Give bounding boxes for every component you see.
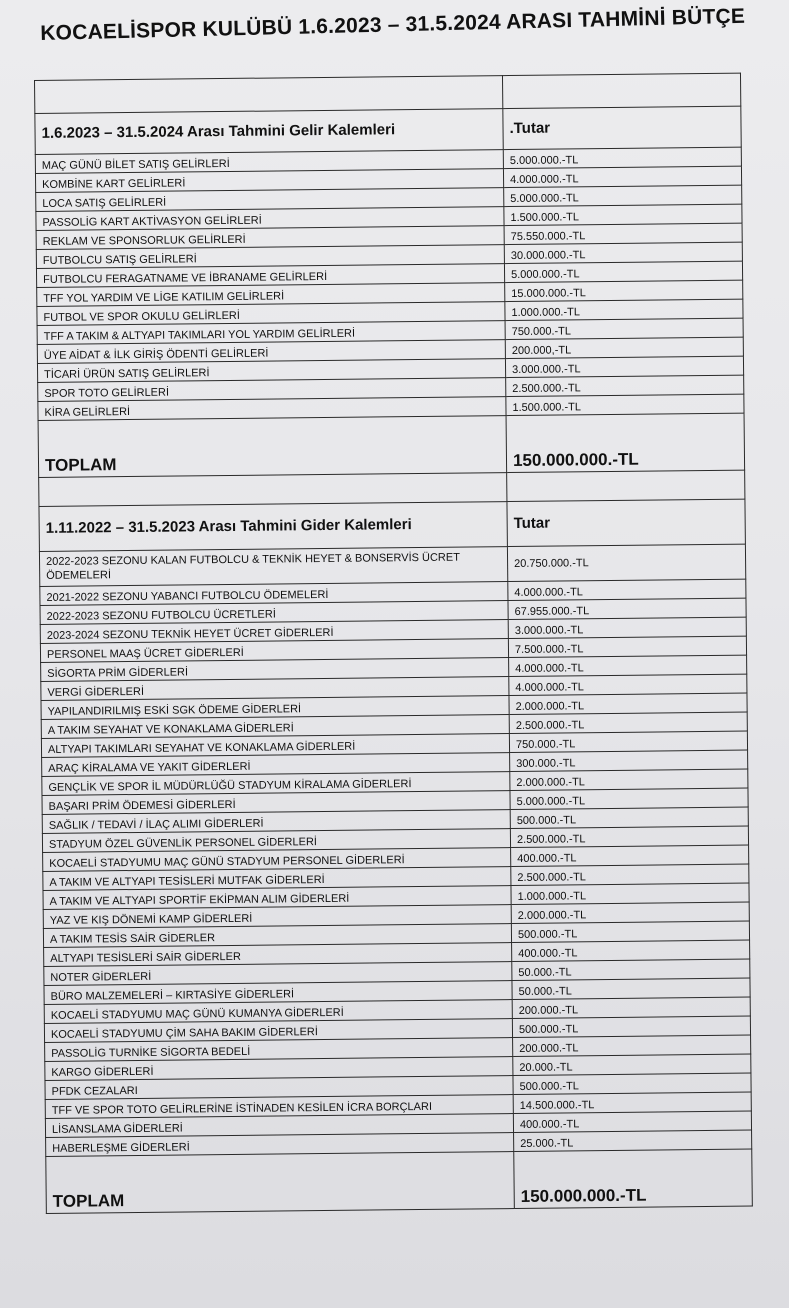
income-header: 1.6.2023 – 31.5.2024 Arası Tahmini Gelir Kalemleri [35, 109, 503, 155]
item-label: MAÇ GÜNÜ BİLET SATIŞ GELİRLERİ [35, 150, 503, 174]
item-label: REKLAM VE SPONSORLUK GELİRLERİ [36, 226, 504, 250]
item-label: FUTBOLCU SATIŞ GELİRLERİ [36, 245, 504, 269]
item-label: SPOR TOTO GELİRLERİ [38, 378, 506, 402]
item-label: 2022-2023 SEZONU KALAN FUTBOLCU & TEKNİK HEYET & BONSERVİS ÜCRET ÖDEMELERİ [39, 547, 507, 587]
item-label: A TAKIM VE ALTYAPI SPORTİF EKİPMAN ALIM GİDERLERİ [43, 886, 511, 910]
item-label: BAŞARI PRİM ÖDEMESİ GİDERLERİ [42, 791, 510, 815]
item-label: HABERLEŞME GİDERLERİ [46, 1133, 514, 1157]
item-amount: 1.000.000.-TL [505, 299, 743, 320]
item-amount: 2.000.000.-TL [509, 693, 747, 714]
item-amount: 2.000.000.-TL [511, 902, 749, 923]
item-label: KOCAELİ STADYUMU MAÇ GÜNÜ STADYUM PERSONEL GİDERLERİ [43, 848, 511, 872]
item-label: FUTBOL VE SPOR OKULU GELİRLERİ [37, 302, 505, 326]
item-amount: 750.000.-TL [505, 318, 743, 339]
item-label: PERSONEL MAAŞ ÜCRET GİDERLERİ [40, 639, 508, 663]
item-label: LOCA SATIŞ GELİRLERİ [36, 188, 504, 212]
item-amount: 5.000.000.-TL [504, 261, 742, 282]
item-amount: 75.550.000.-TL [504, 223, 742, 244]
item-label: A TAKIM SEYAHAT VE KONAKLAMA GİDERLERİ [41, 715, 509, 739]
item-label: ÜYE AİDAT & İLK GİRİŞ ÖDENTİ GELİRLERİ [37, 340, 505, 364]
item-label: KOMBİNE KART GELİRLERİ [35, 169, 503, 193]
item-label: TFF A TAKIM & ALTYAPI TAKIMLARI YOL YARDIM GELİRLERİ [37, 321, 505, 345]
item-label: PASSOLİG KART AKTİVASYON GELİRLERİ [36, 207, 504, 231]
item-amount: 50.000.-TL [512, 978, 750, 999]
item-amount: 400.000.-TL [513, 1111, 751, 1132]
item-label: TİCARİ ÜRÜN SATIŞ GELİRLERİ [37, 359, 505, 383]
item-amount: 300.000.-TL [510, 750, 748, 771]
item-amount: 20.750.000.-TL [507, 544, 745, 581]
item-label: KİRA GELİRLERİ [38, 397, 506, 421]
item-amount: 5.000.000.-TL [503, 147, 741, 168]
item-label: 2023-2024 SEZONU TEKNİK HEYET ÜCRET GİDERLERİ [40, 620, 508, 644]
income-total-row [38, 413, 745, 477]
item-amount: 400.000.-TL [512, 940, 750, 961]
income-total-row-label: TOPLAM [38, 416, 507, 478]
item-amount: 500.000.-TL [513, 1073, 751, 1094]
item-label: ALTYAPI TESİSLERİ SAİR GİDERLER [44, 943, 512, 967]
item-amount: 5.000.000.-TL [510, 788, 748, 809]
item-amount: 2.500.000.-TL [509, 712, 747, 733]
item-amount: 4.000.000.-TL [509, 655, 747, 676]
item-amount: 2.000.000.-TL [510, 769, 748, 790]
budget-table-body [35, 73, 753, 1213]
item-amount: 3.000.000.-TL [505, 356, 743, 377]
expense-total-row-label: TOPLAM [46, 1152, 515, 1214]
item-amount: 1.500.000.-TL [506, 394, 744, 415]
item-label: 2021-2022 SEZONU YABANCI FUTBOLCU ÖDEMELERİ [40, 582, 508, 606]
item-amount: 67.955.000.-TL [508, 598, 746, 619]
item-label: STADYUM ÖZEL GÜVENLİK PERSONEL GİDERLERİ [42, 829, 510, 853]
item-amount: 4.000.000.-TL [503, 166, 741, 187]
item-amount: 30.000.000.-TL [504, 242, 742, 263]
item-label: VERGİ GİDERLERİ [41, 677, 509, 701]
item-amount: 4.000.000.-TL [509, 674, 747, 695]
budget-sheet [34, 73, 752, 1214]
item-amount: 20.000.-TL [513, 1054, 751, 1075]
item-amount: 400.000.-TL [511, 845, 749, 866]
item-label: PASSOLİG TURNİKE SİGORTA BEDELİ [45, 1038, 513, 1062]
item-label: NOTER GİDERLERİ [44, 962, 512, 986]
item-label: KOCAELİ STADYUMU ÇİM SAHA BAKIM GİDERLERİ [44, 1019, 512, 1043]
item-amount: 750.000.-TL [509, 731, 747, 752]
item-label: FUTBOLCU FERAGATNAME VE İBRANAME GELİRLERİ [36, 264, 504, 288]
item-label: GENÇLİK VE SPOR İL MÜDÜRLÜĞÜ STADYUM KİRALAMA GİDERLERİ [42, 772, 510, 796]
item-label: BÜRO MALZEMELERİ – KIRTASİYE GİDERLERİ [44, 981, 512, 1005]
item-amount: 15.000.000.-TL [505, 280, 743, 301]
item-amount: 2.500.000.-TL [506, 375, 744, 396]
item-amount: 2.500.000.-TL [511, 864, 749, 885]
item-amount: 2.500.000.-TL [510, 826, 748, 847]
item-amount: 500.000.-TL [511, 921, 749, 942]
item-label: A TAKIM VE ALTYAPI TESİSLERİ MUTFAK GİDERLERİ [43, 867, 511, 891]
item-label: KARGO GİDERLERİ [45, 1057, 513, 1081]
item-amount: 200.000,-TL [505, 337, 743, 358]
item-label: ALTYAPI TAKIMLARI SEYAHAT VE KONAKLAMA GİDERLERİ [41, 734, 509, 758]
item-amount: 200.000.-TL [512, 997, 750, 1018]
item-label: A TAKIM TESİS SAİR GİDERLER [43, 924, 511, 948]
item-amount: 3.000.000.-TL [508, 617, 746, 638]
item-amount: 14.500.000.-TL [513, 1092, 751, 1113]
item-label: SİGORTA PRİM GİDERLERİ [41, 658, 509, 682]
page-title: KOCAELİSPOR KULÜBÜ 1.6.2023 – 31.5.2024 ARASI TAHMİNİ BÜTÇE [40, 4, 746, 45]
expense-total-row-amount: 150.000.000.-TL [514, 1149, 753, 1208]
income-amount-header: .Tutar [503, 106, 741, 149]
item-label: LİSANSLAMA GİDERLERİ [45, 1114, 513, 1138]
expense-total-row [46, 1149, 753, 1213]
item-amount: 200.000.-TL [513, 1035, 751, 1056]
expense-header-row [39, 499, 745, 551]
income-total-row-amount: 150.000.000.-TL [506, 413, 745, 472]
expense-header-row-label: 1.11.2022 – 31.5.2023 Arası Tahmini Gider Kalemleri [39, 502, 507, 552]
item-label: 2022-2023 SEZONU FUTBOLCU ÜCRETLERİ [40, 601, 508, 625]
budget-table [34, 73, 753, 1214]
item-label: ARAÇ KİRALAMA VE YAKIT GİDERLERİ [42, 753, 510, 777]
item-amount: 25.000.-TL [514, 1130, 752, 1151]
item-label: KOCAELİ STADYUMU MAÇ GÜNÜ KUMANYA GİDERLERİ [44, 1000, 512, 1024]
item-amount: 50.000.-TL [512, 959, 750, 980]
item-label: SAĞLIK / TEDAVİ / İLAÇ ALIMI GİDERLERİ [42, 810, 510, 834]
item-amount: 4.000.000.-TL [508, 579, 746, 600]
item-amount: 500.000.-TL [510, 807, 748, 828]
item-amount: 1.500.000.-TL [504, 204, 742, 225]
item-amount: 1.000.000.-TL [511, 883, 749, 904]
item-label: YAZ VE KIŞ DÖNEMİ KAMP GİDERLERİ [43, 905, 511, 929]
item-amount: 7.500.000.-TL [508, 636, 746, 657]
item-label: TFF YOL YARDIM VE LİGE KATILIM GELİRLERİ [37, 283, 505, 307]
item-label: PFDK CEZALARI [45, 1076, 513, 1100]
item-amount: 5.000.000.-TL [504, 185, 742, 206]
item-label: TFF VE SPOR TOTO GELİRLERİNE İSTİNADEN KESİLEN İCRA BORÇLARI [45, 1095, 513, 1119]
expense-header-row-amount: Tutar [507, 499, 745, 546]
item-label: YAPILANDIRILMIŞ ESKİ SGK ÖDEME GİDERLERİ [41, 696, 509, 720]
item-amount: 500.000.-TL [512, 1016, 750, 1037]
